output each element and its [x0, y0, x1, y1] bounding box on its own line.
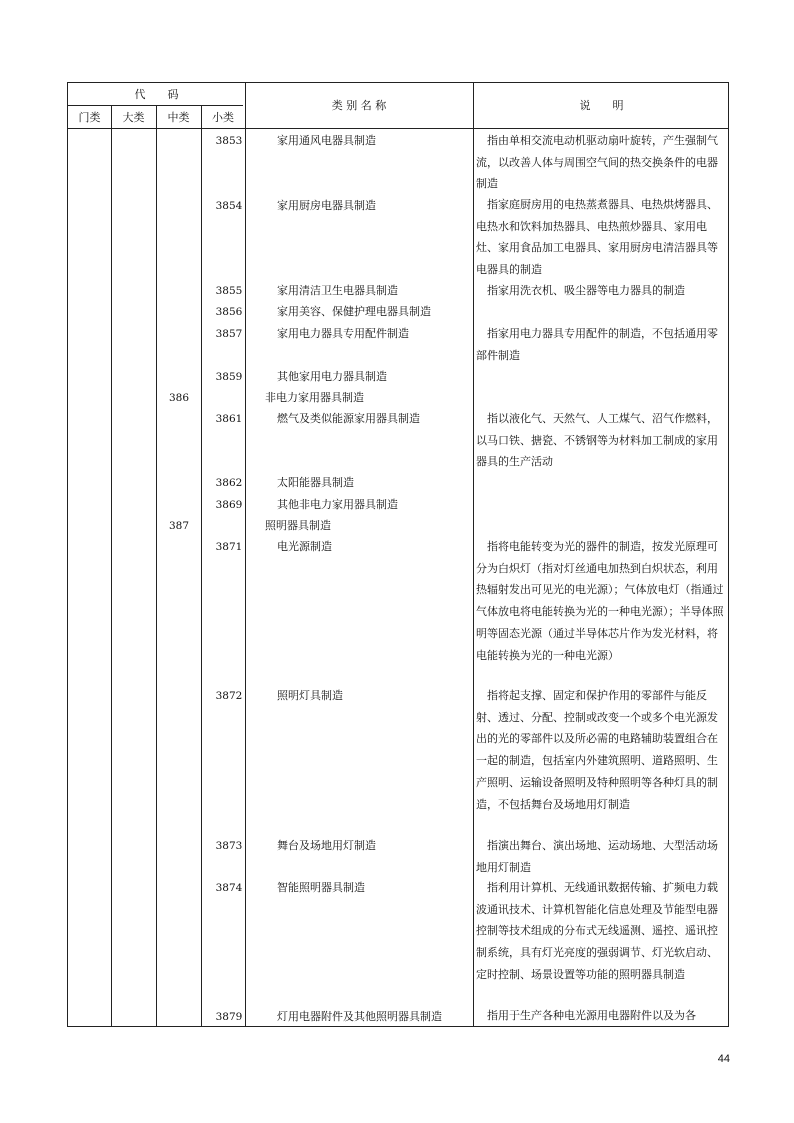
category-name: 燃气及类似能源家用器具制造 [277, 412, 420, 425]
group-code: 387 [168, 520, 190, 532]
category-description: 指利用计算机、无线通讯数据传输、扩频电力载波通讯技术、计算机智能化信息处理及节能型电器控制等技术组成的分布式无线遥测、遥控、遥讯控制系统，具有灯光亮度的强弱调节、灯光软启动、定时控制、场景设置等功能的照明器具制造 [476, 881, 718, 981]
category-name: 家用通风电器具制造 [277, 134, 376, 147]
subclass-code: 3873 [215, 840, 243, 852]
category-description: 指将电能转变为光的器件的制造，按发光原理可分为白炽灯（指对灯丝通电加热到白炽状态，利用热辐射发出可见光的电光源）；气体放电灯（指通过气体放电将电能转换为光的一种电光源）；半导体照明等固态光源（通过半导体芯片作为发光材料，将电能转换为光的一种电光源） [476, 540, 724, 662]
category-description: 指用于生产各种电光源用电器附件以及为各 [487, 1009, 696, 1022]
subclass-code: 3857 [215, 328, 243, 340]
category-description: 指家用洗衣机、吸尘器等电力器具的制造 [487, 284, 685, 297]
subclass-code: 3855 [215, 285, 243, 297]
subclass-code: 3869 [215, 499, 243, 511]
category-description: 指家庭厨房用的电热蒸煮器具、电热烘烤器具、电热水和饮料加热器具、电热煎炒器具、家用电灶、家用食品加工电器具、家用厨房电清洁器具等电器具的制造 [476, 198, 718, 277]
subclass-code: 3854 [215, 200, 243, 212]
subclass-code: 3874 [215, 882, 243, 894]
header-code: 代 码 [134, 88, 179, 101]
category-name: 其他非电力家用器具制造 [277, 498, 398, 511]
subclass-code: 3856 [215, 306, 243, 318]
header-name: 类 别 名 称 [331, 99, 387, 112]
col-divider [156, 105, 157, 1026]
category-name: 照明灯具制造 [277, 689, 343, 702]
header-mid: 中类 [167, 111, 190, 124]
category-description: 指演出舞台、演出场地、运动场地、大型活动场地用灯制造 [476, 839, 718, 874]
category-name: 电光源制造 [277, 540, 332, 553]
header-desc: 说 明 [579, 99, 624, 112]
subclass-code: 3871 [215, 541, 243, 553]
subclass-code: 3872 [215, 690, 243, 702]
category-description: 指将起支撑、固定和保护作用的零部件与能反射、透过、分配、控制或改变一个或多个电光源发出的光的零部件以及所必需的电路辅助装置组合在一起的制造，包括室内外建筑照明、道路照明、生产照明、运输设备照明及特种照明等各种灯具的制造，不包括舞台及场地用灯制造 [476, 689, 718, 811]
header-bottom [68, 128, 728, 129]
header-big: 大类 [122, 111, 145, 124]
category-name: 其他家用电力器具制造 [277, 370, 387, 383]
category-name: 家用厨房电器具制造 [277, 199, 376, 212]
classification-table [67, 82, 729, 1027]
col-divider [201, 105, 202, 1026]
subclass-code: 3879 [215, 1011, 243, 1023]
group-name: 非电力家用器具制造 [265, 391, 364, 404]
category-name: 家用清洁卫生电器具制造 [277, 284, 398, 297]
category-name: 灯用电器附件及其他照明器具制造 [277, 1010, 442, 1023]
subclass-code: 3861 [215, 413, 243, 425]
subclass-code: 3862 [215, 477, 243, 489]
subclass-code: 3859 [215, 371, 243, 383]
col-divider [473, 83, 474, 1026]
category-name: 家用美容、保健护理电器具制造 [277, 305, 431, 318]
page-number: 44 [717, 1053, 730, 1065]
group-code: 386 [168, 392, 190, 404]
group-name: 照明器具制造 [265, 519, 331, 532]
category-name: 太阳能器具制造 [277, 476, 354, 489]
col-divider [111, 105, 112, 1026]
category-name: 家用电力器具专用配件制造 [277, 327, 409, 340]
header-small: 小类 [212, 111, 234, 124]
category-name: 智能照明器具制造 [277, 881, 365, 894]
subclass-code: 3853 [215, 135, 243, 147]
category-description: 指家用电力器具专用配件的制造，不包括通用零部件制造 [476, 327, 718, 362]
category-name: 舞台及场地用灯制造 [277, 839, 376, 852]
header-divider [68, 105, 243, 106]
category-description: 指以液化气、天然气、人工煤气、沼气作燃料，以马口铁、搪瓷、不锈钢等为材料加工制成的家用器具的生产活动 [476, 412, 718, 469]
header-door: 门类 [78, 111, 101, 124]
category-description: 指由单相交流电动机驱动扇叶旋转，产生强制气流，以改善人体与周围空气间的热交换条件的电器制造 [476, 134, 718, 191]
